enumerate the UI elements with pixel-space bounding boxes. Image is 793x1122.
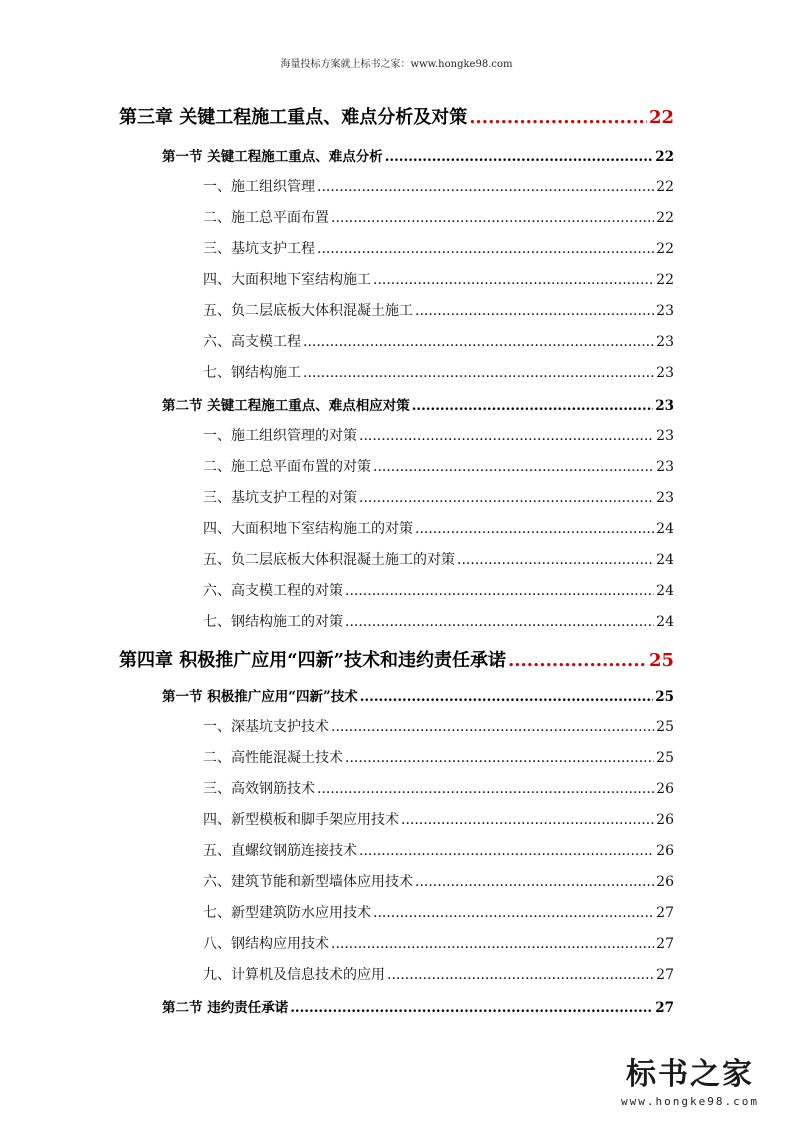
toc-entry[interactable] [203,456,674,476]
dot-leader [412,398,654,414]
toc-page-number: 25 [648,650,674,671]
logo-url: www.hongke98.com [621,1095,759,1108]
dot-leader [303,365,654,381]
dot-leader [373,459,654,475]
toc-title: 四、大面积地下室结构施工 [203,272,371,288]
toc-page-number: 26 [656,843,674,859]
toc-entry[interactable] [203,871,674,891]
logo-title: 标书之家 [626,1057,754,1092]
toc-entry[interactable] [203,176,674,196]
page-header: 海量投标方案就上标书之家：www.hongke98.com [280,59,513,70]
toc-page-number: 23 [656,365,674,381]
toc-page-number: 24 [656,614,674,630]
toc-entry[interactable] [203,331,674,351]
toc-title: 七、钢结构施工的对策 [203,614,343,630]
toc-title: 六、高支模工程的对策 [203,583,343,599]
dot-leader [387,967,654,983]
dot-leader [385,149,654,165]
toc-title: 四、新型模板和脚手架应用技术 [203,812,399,828]
toc-entry[interactable] [203,238,674,258]
toc-title: 六、高支模工程 [203,334,301,350]
toc-entry[interactable] [203,902,674,922]
toc-page-number: 26 [656,781,674,797]
toc-title: 五、直螺纹钢筋连接技术 [203,843,357,859]
toc-page-number: 27 [656,905,674,921]
dot-leader [359,428,654,444]
dot-leader [373,905,654,921]
dot-leader [331,936,654,952]
toc-entry[interactable] [203,716,674,736]
dot-leader [331,210,654,226]
dot-leader [373,272,654,288]
dot-leader [457,552,654,568]
toc-title: 一、施工组织管理 [203,179,315,195]
dot-leader [345,614,654,630]
dot-leader [359,490,654,506]
dot-leader [317,241,654,257]
toc-entry[interactable] [162,685,674,705]
dot-leader [317,781,654,797]
toc-entry[interactable] [203,580,674,600]
toc-title: 二、施工总平面布置 [203,210,329,226]
toc-title: 六、建筑节能和新型墙体应用技术 [203,874,413,890]
toc-page-number: 22 [656,241,674,257]
toc-title: 第二节 违约责任承诺 [162,1000,289,1016]
toc-entry[interactable] [203,425,674,445]
toc-page-number: 27 [656,967,674,983]
toc-entry[interactable] [203,933,674,953]
toc-title: 一、深基坑支护技术 [203,719,329,735]
toc-title: 七、钢结构施工 [203,365,301,381]
dot-leader [469,107,647,128]
dot-leader [290,1000,653,1016]
toc-page-number: 25 [656,750,674,766]
toc-entry[interactable] [203,611,674,631]
toc-page-number: 24 [656,583,674,599]
toc-title: 二、高性能混凝土技术 [203,750,343,766]
toc-entry[interactable] [119,646,674,672]
toc-entry[interactable] [203,549,674,569]
toc-title: 三、基坑支护工程的对策 [203,490,357,506]
dot-leader [345,583,654,599]
toc-page-number: 26 [656,812,674,828]
toc-title: 四、大面积地下室结构施工的对策 [203,521,413,537]
toc-page-number: 23 [656,459,674,475]
dot-leader [360,689,653,705]
toc-title: 二、施工总平面布置的对策 [203,459,371,475]
dot-leader [415,874,654,890]
dot-leader [508,650,647,671]
toc-entry[interactable] [203,840,674,860]
dot-leader [317,179,654,195]
toc-page-number: 22 [656,210,674,226]
brand-logo [605,1049,775,1108]
toc-title: 三、基坑支护工程 [203,241,315,257]
toc-entry[interactable] [203,747,674,767]
toc-title: 五、负二层底板大体积混凝土施工 [203,303,413,319]
toc-page-number: 23 [656,428,674,444]
toc-page-number: 25 [655,689,674,705]
toc-title: 第四章 积极推广应用“四新”技术和违约责任承诺 [119,650,506,671]
dot-leader [359,843,654,859]
toc-title: 七、新型建筑防水应用技术 [203,905,371,921]
toc-page-number: 24 [656,552,674,568]
toc-page-number: 23 [655,398,674,414]
toc-page-number: 22 [655,149,674,165]
dot-leader [415,521,654,537]
toc-entry[interactable] [203,778,674,798]
toc-entry[interactable] [162,145,674,165]
dot-leader [345,750,654,766]
toc-page-number: 27 [655,1000,674,1016]
toc-entry[interactable] [203,518,674,538]
toc-title: 八、钢结构应用技术 [203,936,329,952]
toc-page-number: 23 [656,303,674,319]
toc-title: 三、高效钢筋技术 [203,781,315,797]
toc-page-number: 22 [656,179,674,195]
toc-entry[interactable] [203,809,674,829]
dot-leader [401,812,654,828]
toc-title: 九、计算机及信息技术的应用 [203,967,385,983]
toc-entry[interactable] [203,300,674,320]
toc-entry[interactable] [119,103,674,129]
toc-entry[interactable] [203,269,674,289]
toc-entry[interactable] [203,362,674,382]
toc-title: 一、施工组织管理的对策 [203,428,357,444]
toc-page-number: 22 [656,272,674,288]
toc-title: 第二节 关键工程施工重点、难点相应对策 [162,398,410,414]
toc-title: 第一节 关键工程施工重点、难点分析 [162,149,383,165]
toc-entry[interactable] [162,996,674,1016]
toc-page-number: 26 [656,874,674,890]
toc-title: 五、负二层底板大体积混凝土施工的对策 [203,552,455,568]
toc-entry[interactable] [203,487,674,507]
dot-leader [415,303,654,319]
dot-leader [331,719,654,735]
toc-page-number: 23 [656,334,674,350]
toc-page-number: 23 [656,490,674,506]
toc-entry[interactable] [203,207,674,227]
toc-title: 第三章 关键工程施工重点、难点分析及对策 [119,107,468,128]
toc-entry[interactable] [162,394,674,414]
toc-page-number: 22 [648,107,674,128]
toc-page-number: 27 [656,936,674,952]
toc-page-number: 24 [656,521,674,537]
toc-title: 第一节 积极推广应用“四新”技术 [162,689,358,705]
dot-leader [303,334,654,350]
toc-page-number: 25 [656,719,674,735]
toc-entry[interactable] [203,964,674,984]
